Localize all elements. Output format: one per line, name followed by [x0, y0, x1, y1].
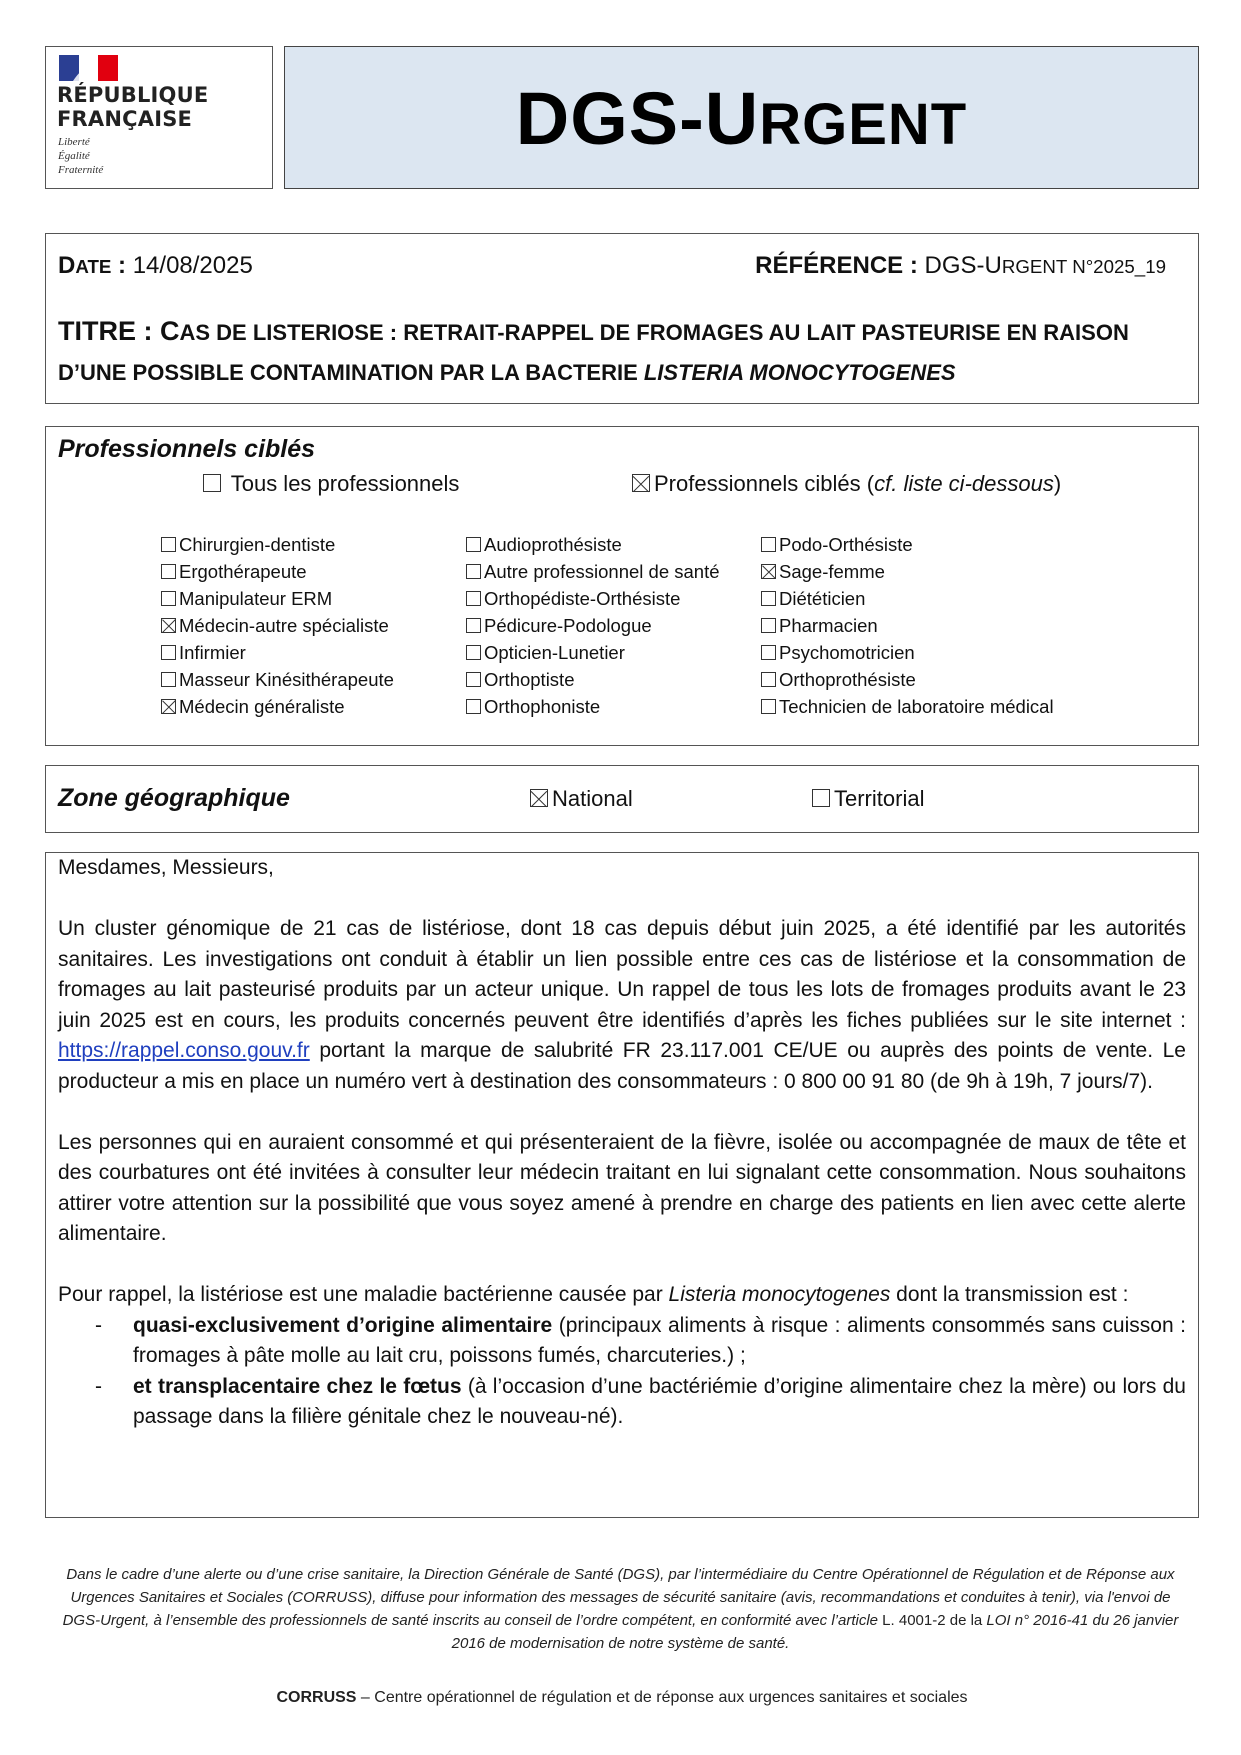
checkbox-unchecked-icon[interactable]	[466, 645, 481, 660]
titre-label: TITRE :	[58, 316, 160, 346]
profession-option[interactable]	[761, 558, 1054, 585]
profession-label: Psychomotricien	[779, 642, 915, 663]
checkbox-checked-icon[interactable]	[161, 618, 176, 633]
profession-label: Orthophoniste	[484, 696, 601, 717]
message-body	[58, 853, 1186, 1433]
checkbox-unchecked-icon[interactable]	[466, 672, 481, 687]
profession-option[interactable]	[161, 531, 394, 558]
checkbox-checked-icon[interactable]	[632, 474, 650, 492]
checkbox-unchecked-icon[interactable]	[161, 591, 176, 606]
message-info-box	[45, 233, 1199, 404]
paragraph-1: Un cluster génomique de 21 cas de listériose, dont 18 cas depuis début juin 2025, a été identifié par les autorités sanitaires. Les investigations ont conduit à établir un lien possible entre ces cas de listériose et la consommation de fromages au lait pasteurisé produits par un acteur unique. Un rappel de tous les lots de fromages produits avant le 23 juin 2025 est en cours, les produits concernés peuvent être identifiés d’après les fiches publiées sur le site internet : https://rappel.conso.gouv.fr portant la marque de salubrité FR 23.117.001 CE/UE ou auprès des points de vente. Le producteur a mis en place un numéro vert à destination des consommateurs : 0 800 00 91 80 (de 9h à 19h, 7 jours/7).	[58, 917, 1186, 1093]
profession-option[interactable]	[161, 666, 394, 693]
profession-label: Orthoptiste	[484, 669, 575, 690]
legal-footer-note: Dans le cadre d’une alerte ou d’une crise sanitaire, la Direction Générale de Santé (DGS), par l’intermédiaire du Centre Opérationnel de Régulation et de Réponse aux Urgences Sanitaires et Sociales (CORRUSS), diffuse pour information des messages de sécurité sanitaire (avis, recommandations et conduites à tenir), via l'envoi de DGS-Urgent, à l’ensemble des professionnels de santé inscrits au conseil de l’ordre compétent, en conformité avec l’article L. 4001-2 de la LOI n° 2016-41 du 26 janvier 2016 de modernisation de notre système de santé.	[62, 1566, 1179, 1652]
checkbox-unchecked-icon[interactable]	[161, 564, 176, 579]
checkbox-unchecked-icon[interactable]	[466, 537, 481, 552]
professions-column-3	[761, 531, 1054, 720]
page-title: DGS-URGENT	[515, 77, 968, 160]
profession-label: Masseur Kinésithérapeute	[179, 669, 394, 690]
profession-option[interactable]	[466, 585, 720, 612]
checkbox-unchecked-icon[interactable]	[761, 699, 776, 714]
profession-option[interactable]	[466, 639, 720, 666]
republique-text: RÉPUBLIQUE	[57, 83, 209, 107]
profession-option[interactable]	[761, 531, 1054, 558]
all-professionals-option[interactable]: Tous les professionnels	[203, 471, 459, 497]
checkbox-checked-icon[interactable]	[761, 564, 776, 579]
profession-label: Sage-femme	[779, 561, 885, 582]
profession-option[interactable]	[761, 585, 1054, 612]
bullet-item-1: - quasi-exclusivement d’origine alimentaire (principaux aliments à risque : aliments consommés sans cuisson : fromages à pâte molle au lait cru, poissons fumés, charcuteries.) ;	[95, 1313, 1186, 1367]
checkbox-unchecked-icon[interactable]	[812, 789, 830, 807]
profession-label: Chirurgien-dentiste	[179, 534, 336, 555]
checkbox-unchecked-icon[interactable]	[466, 699, 481, 714]
profession-label: Orthopédiste-Orthésiste	[484, 588, 681, 609]
checkbox-unchecked-icon[interactable]	[761, 591, 776, 606]
profession-option[interactable]	[761, 693, 1054, 720]
profession-label: Infirmier	[179, 642, 246, 663]
checkbox-unchecked-icon[interactable]	[761, 537, 776, 552]
french-flag-icon	[59, 55, 118, 81]
reference-value: DGS-URGENT N°2025_19	[924, 252, 1166, 279]
targeted-professionals-heading: Professionnels ciblés	[58, 435, 316, 463]
profession-option[interactable]	[761, 612, 1054, 639]
profession-option[interactable]	[466, 531, 720, 558]
profession-option[interactable]	[466, 612, 720, 639]
territorial-option[interactable]: Territorial	[812, 786, 924, 812]
checkbox-unchecked-icon[interactable]	[161, 537, 176, 552]
checkbox-checked-icon[interactable]	[161, 699, 176, 714]
checkbox-unchecked-icon[interactable]	[761, 618, 776, 633]
checkbox-unchecked-icon[interactable]	[466, 618, 481, 633]
motto-fraternite: Fraternité	[58, 164, 104, 176]
profession-label: Autre professionnel de santé	[484, 561, 720, 582]
profession-label: Médecin généraliste	[179, 696, 345, 717]
national-option[interactable]: National	[530, 786, 633, 812]
profession-label: Opticien-Lunetier	[484, 642, 625, 663]
profession-label: Orthoprothésiste	[779, 669, 916, 690]
checkbox-unchecked-icon[interactable]	[466, 591, 481, 606]
rappel-conso-link[interactable]: https://rappel.conso.gouv.fr	[58, 1039, 310, 1062]
profession-option[interactable]	[761, 639, 1054, 666]
profession-label: Médecin-autre spécialiste	[179, 615, 389, 636]
profession-option[interactable]	[761, 666, 1054, 693]
profession-option[interactable]	[466, 693, 720, 720]
greeting: Mesdames, Messieurs,	[58, 856, 274, 879]
profession-option[interactable]	[161, 612, 394, 639]
date-value: 14/08/2025	[132, 252, 253, 279]
checkbox-unchecked-icon[interactable]	[761, 645, 776, 660]
professions-column-1	[161, 531, 394, 720]
profession-label: Podo-Orthésiste	[779, 534, 913, 555]
profession-label: Technicien de laboratoire médical	[779, 696, 1054, 717]
geographic-zone-heading: Zone géographique	[58, 784, 290, 812]
reference-line	[755, 252, 1166, 280]
checkbox-unchecked-icon[interactable]	[761, 672, 776, 687]
profession-label: Manipulateur ERM	[179, 588, 333, 609]
profession-label: Ergothérapeute	[179, 561, 307, 582]
geographic-zone-section	[45, 765, 1199, 833]
motto-egalite: Égalité	[58, 150, 90, 162]
profession-option[interactable]	[161, 585, 394, 612]
profession-option[interactable]	[161, 693, 394, 720]
paragraph-2: Les personnes qui en auraient consommé et qui présenteraient de la fièvre, isolée ou accompagnée de maux de tête et des courbatures ont été invitées à consulter leur médecin traitant en lui signalant cette consommation. Nous souhaitons attirer votre attention sur la possibilité que vous soyez amené à prendre en charge des patients en lien avec cette alerte alimentaire.	[58, 1130, 1186, 1245]
checkbox-unchecked-icon[interactable]	[466, 564, 481, 579]
targeted-professionals-section	[45, 426, 1199, 746]
date-line	[58, 252, 253, 280]
motto-liberte: Liberté	[58, 136, 90, 148]
profession-option[interactable]	[161, 639, 394, 666]
paragraph-3: Pour rappel, la listériose est une maladie bactérienne causée par Listeria monocytogenes dont la transmission est :	[58, 1283, 1129, 1306]
message-title: TITRE : CAS DE LISTERIOSE : RETRAIT-RAPPEL DE FROMAGES AU LAIT PASTEURISE EN RAISON D’UNE POSSIBLE CONTAMINATION PAR LA BACTERIE LISTERIA MONOCYTOGENES	[58, 316, 1129, 385]
targeted-professionals-option[interactable]: Professionnels ciblés (cf. liste ci-dessous)	[632, 471, 1061, 497]
bullet-item-2: - et transplacentaire chez le fœtus (à l’occasion d’une bactériémie d’origine alimentaire chez la mère) ou lors du passage dans la filière génitale chez le nouveau-né).	[95, 1374, 1186, 1428]
profession-label: Pédicure-Podologue	[484, 615, 652, 636]
professions-column-2	[466, 531, 720, 720]
date-label: DATE :	[58, 252, 133, 279]
document-header-title-box	[284, 46, 1199, 189]
corruss-footer: CORRUSS – Centre opérationnel de régulation et de réponse aux urgences sanitaires et sociales	[276, 1689, 968, 1706]
checkbox-unchecked-icon[interactable]	[161, 672, 176, 687]
checkbox-unchecked-icon[interactable]	[161, 645, 176, 660]
reference-label: RÉFÉRENCE :	[755, 252, 925, 279]
checkbox-unchecked-icon[interactable]	[203, 474, 221, 492]
profession-label: Pharmacien	[779, 615, 878, 636]
profession-option[interactable]	[161, 558, 394, 585]
republique-francaise-logo	[45, 46, 273, 189]
francaise-text: FRANÇAISE	[57, 107, 193, 131]
profession-option[interactable]	[466, 558, 720, 585]
profession-label: Diététicien	[779, 588, 866, 609]
checkbox-checked-icon[interactable]	[530, 789, 548, 807]
message-body-box	[45, 852, 1199, 1518]
profession-option[interactable]	[466, 666, 720, 693]
profession-label: Audioprothésiste	[484, 534, 622, 555]
